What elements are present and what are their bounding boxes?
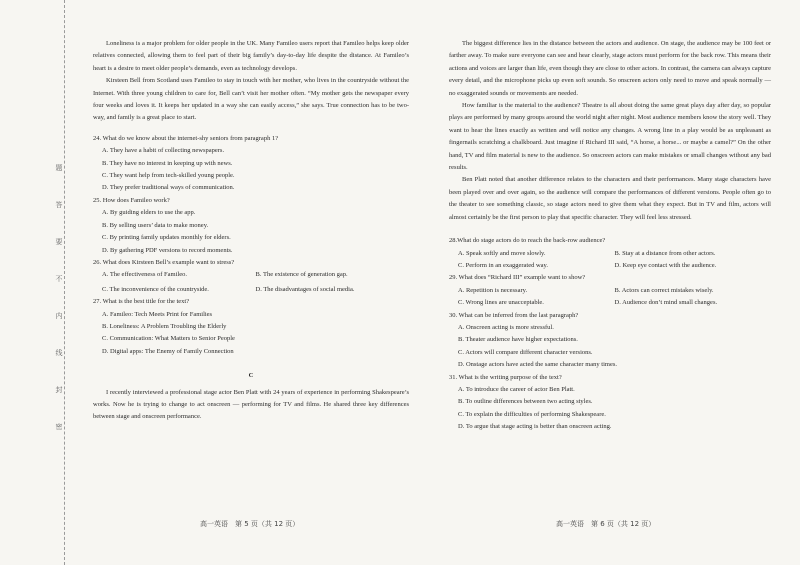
answer-option: D. By gathering PDF versions to record moments. (102, 246, 233, 254)
answer-option: A. Onscreen acting is more stressful. (458, 323, 554, 331)
answer-option: C. They want help from tech-skilled young people. (102, 172, 235, 180)
answer-option: D. To argue that stage acting is better than onscreen acting. (458, 423, 612, 431)
answer-option: B. The existence of generation gap. (255, 271, 348, 279)
question-stem: 27. What is the best title for the text? (93, 298, 190, 306)
answer-option: B. By selling users’ data to make money. (102, 221, 209, 229)
question-stem: 24. What do we know about the internet-shy seniors from paragraph 1? (93, 134, 279, 142)
answer-option: A. To introduce the career of actor Ben Platt. (458, 385, 575, 393)
answer-option: A. Speak softly and move slowly. (458, 249, 546, 257)
answer-option: B. Stay at a distance from other actors. (614, 249, 716, 257)
answer-option: D. They prefer traditional ways of communication. (102, 184, 235, 192)
question-31 (449, 372, 771, 434)
answer-option: C. Actors will compare different character versions. (458, 348, 593, 356)
answer-option: B. Actors can correct mistakes wisely. (614, 286, 714, 294)
answer-option: B. To outline differences between two acting styles. (458, 398, 593, 406)
answer-option: A. The effectiveness of Famileo. (102, 271, 187, 279)
passage-paragraph: Kirsteen Bell from Scotland uses Famileo to stay in touch with her mother, who lives in the countryside without the Internet. With three young children to care for, Bell can’t visit her mother often. “My mother gets the newspaper every four weeks and loves it. It keeps her updated in a way she can easily access,” she says. True connection has to be two-way, and family is a great place to start. (93, 77, 409, 122)
binding-char: 封 (55, 386, 63, 394)
right-page (449, 38, 771, 434)
page-footer-right: 高一英语 第 6 页（共 12 页） (556, 520, 656, 528)
question-stem: 29. What does “Richard III” example want to show? (449, 274, 586, 282)
answer-option: D. Keep eye contact with the audience. (614, 261, 717, 269)
passage-paragraph: I recently interviewed a professional stage actor Ben Platt with 24 years of experience in performing Shakespeare’s works. Now he is trying to change to act onscreen — performing for TV and films. He shared three key differences between stage and onscreen performance. (93, 388, 409, 421)
binding-char: 题 (55, 164, 63, 172)
answer-option: C. To explain the difficulties of performing Shakespeare. (458, 410, 606, 418)
binding-margin-text (52, 150, 66, 446)
question-stem: 31. What is the writing purpose of the text? (449, 373, 562, 381)
question-25 (93, 195, 409, 257)
answer-option: A. Famileo: Tech Meets Print for Families (102, 310, 213, 318)
answer-option: A. By guiding elders to use the app. (102, 209, 196, 217)
question-27 (93, 296, 409, 358)
question-29 (449, 272, 771, 309)
passage-paragraph: The biggest difference lies in the distance between the actors and audience. On stage, the audience may be 100 feet or farther away. To make sure everyone can see and hear clearly, stage actors must perform for the back row. This means their actions and voices are larger than life, even though they are close to other actors. In contrast, the camera can always capture every detail, and the microphone picks up even soft sounds. So onscreen actors only need to move and speak normally — no exaggerated sounds or movements are needed. (449, 40, 771, 97)
question-stem: 30. What can be inferred from the last paragraph? (449, 311, 579, 319)
answer-option: A. They have a habit of collecting newspapers. (102, 147, 225, 155)
binding-char: 密 (55, 423, 63, 431)
binding-char: 线 (55, 349, 63, 357)
answer-option: C. Communication: What Matters to Senior People (102, 335, 235, 343)
answer-option: C. The inconvenience of the countryside. (102, 285, 209, 293)
passage-paragraph: Ben Platt noted that another difference relates to the characters and their performances. Many stage characters have been played over and over again, so the audience will compare the performances of different versions. People often go to the theater to see something classic, so stage actors need to give them what they expect. But in TV and film, actors will almost certainly be the first person to play that specific character. They will feel less stressed. (449, 176, 771, 221)
question-24 (93, 133, 409, 195)
answer-option: B. Theater audience have higher expectations. (458, 336, 578, 344)
question-30 (449, 310, 771, 372)
answer-option: C. Perform in an exaggerated way. (458, 261, 549, 269)
answer-option: D. Audience don’t mind small changes. (614, 299, 718, 307)
question-stem: 28.What do stage actors do to reach the back-row audience? (449, 237, 606, 245)
question-26 (93, 257, 409, 296)
section-heading: C (248, 372, 254, 380)
question-stem: 25. How does Famileo work? (93, 196, 170, 204)
answer-option: B. They have no interest in keeping up with news. (102, 159, 233, 167)
binding-char: 不 (55, 275, 63, 283)
left-page (93, 38, 409, 424)
page-footer-left: 高一英语 第 5 页（共 12 页） (200, 520, 300, 528)
answer-option: C. By printing family updates monthly for elders. (102, 234, 231, 242)
passage-paragraph: How familiar is the material to the audience? Theatre is all about doing the same great plays day after day, so popular plays are performed by many groups around the world night after night. Most audience members know the story well. They want to hear the lines exactly as written and will notice any changes. A wrong line in a play would be as unpleasant as fingernails scratching a chalkboard. Just imagine if Richard III said, “A horse, a horse... or maybe a camel?” On the other hand, TV and film material is new to the audience. So onscreen actors can make mistakes or small changes without any bad results. (449, 102, 771, 172)
answer-option: A. Repetition is necessary. (458, 286, 528, 294)
answer-option: D. Digital apps: The Enemy of Family Connection (102, 347, 234, 355)
answer-option: D. Onstage actors have acted the same character many times. (458, 361, 617, 369)
binding-char: 要 (55, 238, 63, 246)
question-stem: 26. What does Kirsteen Bell’s example want to stress? (93, 258, 235, 266)
binding-char: 答 (55, 201, 63, 209)
answer-option: C. Wrong lines are unacceptable. (458, 299, 544, 307)
passage-paragraph: Loneliness is a major problem for older people in the UK. Many Famileo users report that Famileo helps keep older relatives connected, allowing them to feel part of their big family’s day-to-day life despite the distance. At Famileo’s heart is a desire to meet older people’s demands, even as technology develops. (93, 40, 409, 72)
answer-option: B. Loneliness: A Problem Troubling the Elderly (102, 322, 227, 330)
binding-char: 内 (55, 312, 63, 320)
answer-option: D. The disadvantages of social media. (255, 285, 355, 293)
question-28 (449, 235, 771, 272)
